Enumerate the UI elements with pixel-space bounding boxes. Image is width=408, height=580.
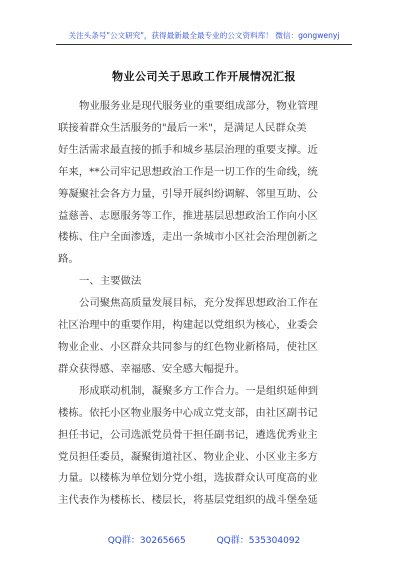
qq-group-1: QQ群：30265665 — [107, 536, 186, 546]
text-line: 物业企业、小区群众共同参与的红色物业新格局，使社区 — [58, 340, 318, 353]
paragraph-3 — [58, 381, 354, 512]
text-line: 形成联动机制，凝聚多方工作合力。一是组织延伸到 — [79, 384, 318, 397]
paragraph-2 — [58, 293, 354, 381]
text-line: 好生活需求最直接的抓手和城乡基层治理的重要支撑。近 — [58, 143, 318, 156]
text-line: 物业服务业是现代服务业的重要组成部分，物业管理 — [79, 100, 318, 112]
text-line: 筹凝聚社会各方力量，引导开展纠纷调解、邻里互助、公 — [58, 187, 318, 200]
text-line: 楼栋。依托小区物业服务中心成立党支部，由社区副书记 — [58, 406, 318, 419]
text-line: 联接着群众生活服务的"最后一米"，是满足人民群众美 — [58, 121, 307, 134]
text-line: 力量。以楼栋为单位划分党小组，选拔群众认可度高的业 — [58, 472, 318, 485]
text-line: 社区治理中的重要作用，构建起以党组织为核心，业委会 — [58, 319, 318, 332]
text-line: 群众获得感、幸福感、安全感大幅提升。 — [58, 362, 246, 375]
text-line: 楼栋、住户全面渗透，走出一条城市小区社会治理创新之 — [58, 231, 318, 244]
document-title: 物业公司关于思政工作开展情况汇报 — [112, 70, 296, 83]
section-heading: 一、主要做法 — [79, 275, 142, 288]
footer — [0, 533, 408, 546]
text-line: 年来，**公司牢记思想政治工作是一切工作的生命线，统 — [58, 165, 318, 178]
text-line: 路。 — [58, 253, 79, 266]
text-line: 党员担任委员，凝聚街道社区、物业企业、小区业主多方 — [58, 450, 318, 463]
text-line: 益慈善、志愿服务等工作，推进基层思想政治工作向小区 — [58, 209, 318, 222]
header-rule — [56, 44, 352, 45]
document-body — [58, 96, 354, 512]
top-banner: 关注头条号"公文研究"，获得最新最全最专业的公文资料库！ 微信：gongwenyj — [68, 31, 340, 40]
qq-group-2: QQ群：535304092 — [216, 536, 301, 546]
paragraph-1 — [58, 96, 354, 271]
text-line: 公司聚焦高质量发展目标，充分发挥思想政治工作在 — [79, 297, 318, 310]
text-line: 担任书记，公司选派党员骨干担任副书记，遴选优秀业主 — [58, 428, 318, 441]
text-line: 主代表作为楼栋长、楼层长，将基层党组织的战斗堡垒延 — [58, 494, 318, 507]
